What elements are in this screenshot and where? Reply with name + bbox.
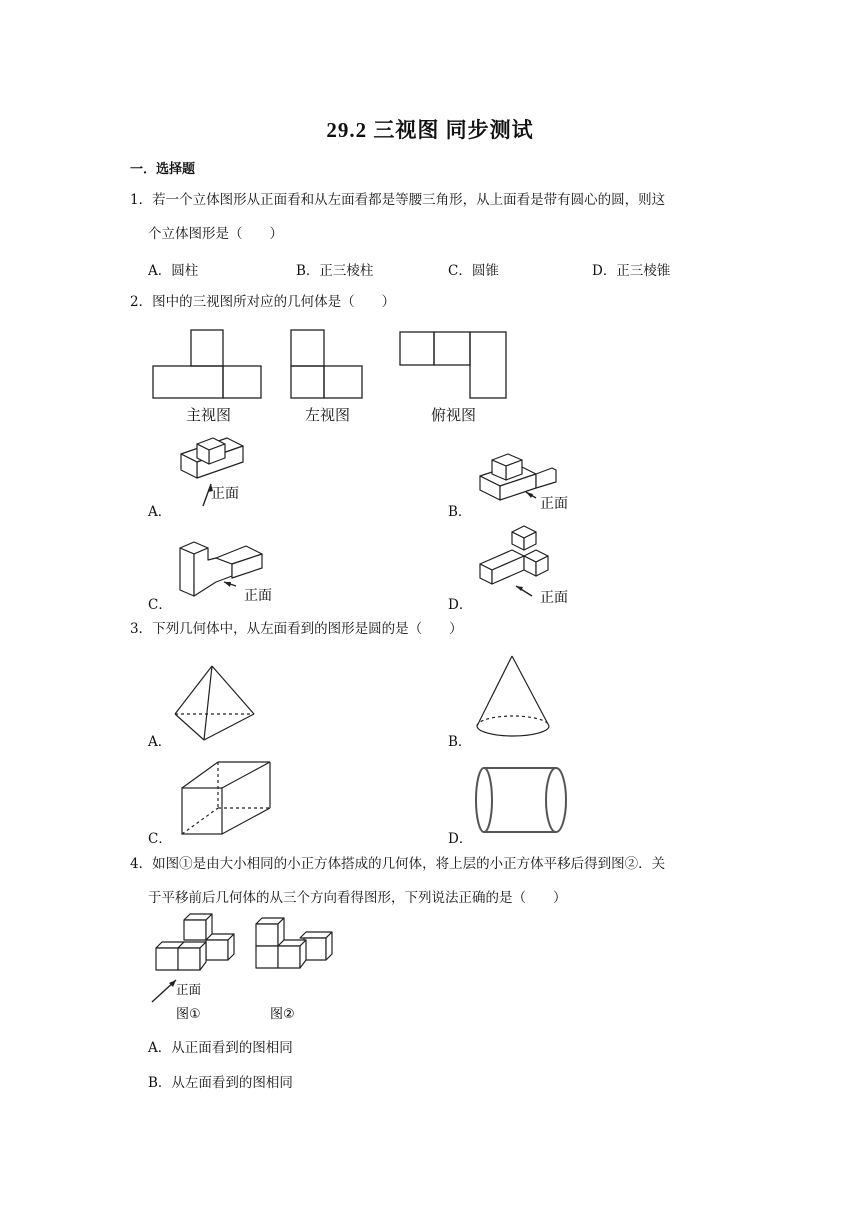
section-heading: 一．选择题 bbox=[130, 162, 196, 177]
question-3-stem: 3．下列几何体中，从左面看到的图形是圆的是（ ） bbox=[130, 621, 463, 637]
question-2-solid-a bbox=[175, 434, 255, 514]
question-3-cuboid bbox=[180, 760, 276, 838]
question-3-option-d[interactable]: D． bbox=[448, 831, 473, 847]
question-1-line-1: 1．若一个立体图形从正面看和从左面看都是等腰三角形，从上面看是带有圆心的圆，则这 bbox=[130, 192, 666, 208]
question-3-pyramid bbox=[172, 664, 258, 744]
three-views-figure bbox=[150, 328, 515, 400]
main-view-label: 主视图 bbox=[186, 406, 232, 424]
question-4-line-1: 4．如图①是由大小相同的小正方体搭成的几何体，将上层的小正方体平移后得到图②．关 bbox=[130, 856, 666, 872]
figure-1-label: 图① bbox=[176, 1007, 201, 1022]
question-2-solid-b-front-label: 正面 bbox=[540, 496, 568, 512]
main-view-shape bbox=[191, 330, 223, 366]
figure-2-label: 图② bbox=[270, 1007, 295, 1022]
question-3-cylinder bbox=[474, 766, 570, 838]
question-2-solid-a-front-label: 正面 bbox=[211, 486, 239, 502]
top-view-shape bbox=[400, 332, 434, 365]
question-2-option-b[interactable]: B． bbox=[448, 504, 472, 520]
question-2-option-a[interactable]: A． bbox=[148, 504, 172, 520]
question-3-option-c[interactable]: C． bbox=[148, 831, 172, 847]
question-3-cone bbox=[474, 654, 554, 744]
question-4-option-b[interactable]: B．从左面看到的图相同 bbox=[148, 1075, 293, 1091]
question-1-option-b[interactable]: B．正三棱柱 bbox=[296, 263, 374, 279]
question-2-solid-d-front-label: 正面 bbox=[540, 590, 568, 606]
left-view-label: 左视图 bbox=[305, 406, 351, 424]
question-2-option-c[interactable]: C． bbox=[148, 597, 172, 613]
question-4-figure-1 bbox=[148, 912, 248, 1024]
question-4-figure-2 bbox=[252, 914, 342, 1020]
page-title: 29.2 三视图 同步测试 bbox=[326, 118, 534, 142]
question-1-option-c[interactable]: C．圆锥 bbox=[448, 263, 499, 279]
question-2-solid-c-front-label: 正面 bbox=[244, 588, 272, 604]
left-view-shape bbox=[291, 330, 324, 366]
question-4-option-a[interactable]: A．从正面看到的图相同 bbox=[148, 1040, 293, 1056]
question-2-stem: 2．图中的三视图所对应的几何体是（ ） bbox=[130, 294, 396, 310]
question-4-line-2: 于平移前后几何体的从三个方向看得图形，下列说法正确的是（ ） bbox=[148, 890, 567, 906]
question-1-option-a[interactable]: A．圆柱 bbox=[148, 263, 199, 279]
question-2-option-d[interactable]: D． bbox=[448, 597, 473, 613]
top-view-label: 俯视图 bbox=[431, 406, 477, 424]
question-2-solid-b bbox=[476, 448, 576, 518]
question-4-front-label: 正面 bbox=[176, 982, 202, 997]
question-1-option-d[interactable]: D．正三棱锥 bbox=[592, 263, 671, 279]
question-2-solid-d bbox=[476, 524, 586, 608]
question-3-option-b[interactable]: B． bbox=[448, 734, 472, 750]
question-3-option-a[interactable]: A． bbox=[148, 734, 172, 750]
question-2-solid-c bbox=[176, 538, 276, 608]
question-1-line-2: 个立体图形是（ ） bbox=[148, 226, 283, 242]
